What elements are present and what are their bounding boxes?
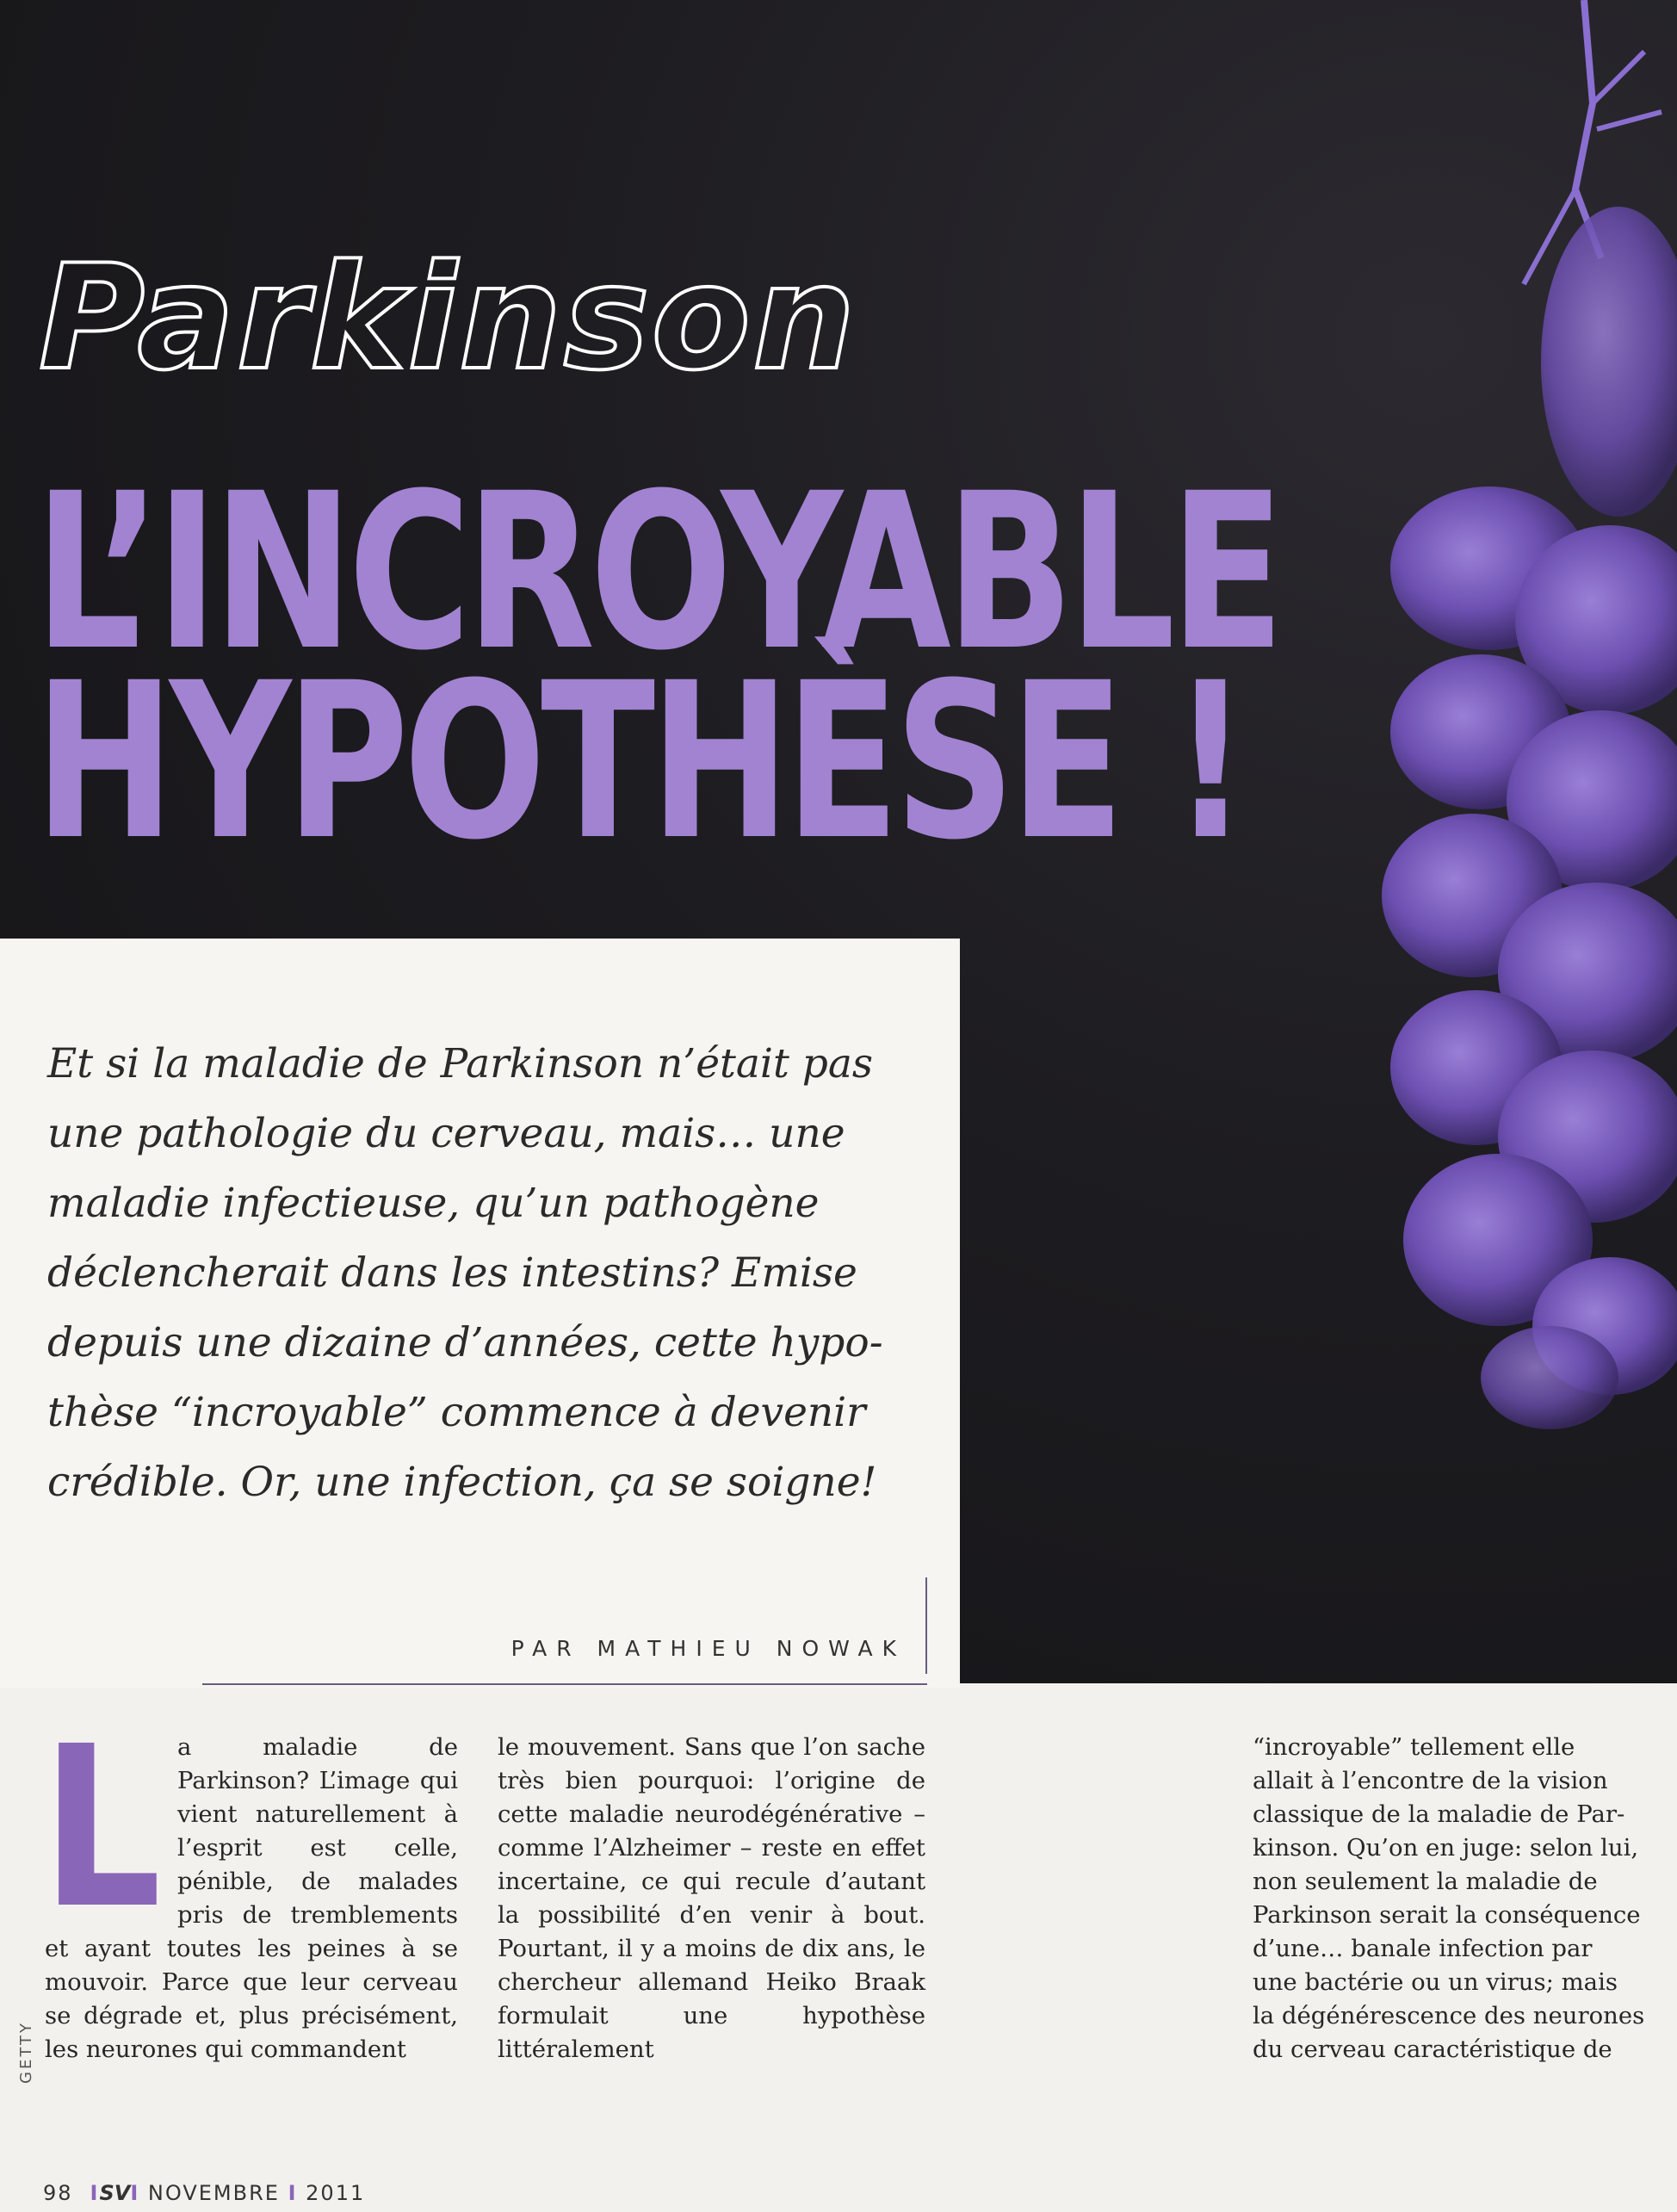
body-column-1-text: a maladie de Parkinson? L’image qui vient naturellement à l’esprit est celle, pénible, de malades pris de tremblements et ayant toutes les peines à se mouvoir. Parce que leur cerveau se dégrade et, plus précisément, les neurones qui commandent xyxy=(45,1733,458,2063)
title-parkinson: Parkinson xyxy=(39,233,857,402)
byline-rule-horizontal xyxy=(202,1683,927,1685)
page-number: 98 xyxy=(43,2181,73,2205)
body-column-1 xyxy=(41,1699,458,2066)
footer-separator: I xyxy=(81,2181,100,2205)
intestine-illustration xyxy=(1377,0,1677,1464)
body-column-3-line: du cerveau caractéristique de xyxy=(1253,2035,1612,2063)
body-column-3-line: kinson. Qu’on en juge: selon lui, xyxy=(1253,1834,1639,1862)
issue-year: 2011 xyxy=(306,2181,366,2205)
footer-separator: I xyxy=(288,2181,298,2205)
body-column-3 xyxy=(1253,1731,1677,2066)
dropcap: L xyxy=(41,1699,162,1957)
headline-line-2: HYPOTHÈSE ! xyxy=(34,636,1244,887)
magazine-name: SV xyxy=(99,2181,131,2205)
body-column-3-line: non seulement la maladie de xyxy=(1253,1868,1598,1895)
lede-text: Et si la maladie de Parkinson n’était pas une pathologie du cerveau, mais… une maladie infectieuse, qu’un pathogène déclencherait dans les intestins? Emise depuis une dizaine d’années, cette hypothèse “incroyable” commence à devenir crédible. Or, une infection, ça se soigne! xyxy=(47,1040,883,1506)
body-column-3-line: d’une… banale infection par xyxy=(1253,1935,1593,1962)
footer-separator: I xyxy=(130,2181,140,2205)
body-column-3-line: une bactérie ou un virus; mais xyxy=(1253,1968,1618,1996)
page-footer xyxy=(43,2181,365,2205)
body-column-3-line: “incroyable” tellement elle xyxy=(1253,1733,1575,1761)
byline-rule-vertical xyxy=(925,1577,927,1674)
byline: PAR MATHIEU NOWAK xyxy=(511,1636,906,1661)
issue-month: NOVEMBRE xyxy=(147,2181,280,2205)
body-column-3-line: classique de la maladie de Par- xyxy=(1253,1800,1625,1828)
body-column-2: le mouvement. Sans que l’on sache très bien pourquoi: l’origine de cette maladie neurodégénérative – comme l’Alzheimer – reste en effet incertaine, ce qui recule d’autant la possibilité d’en venir à bout. Pourtant, il y a moins de dix ans, le chercheur allemand Heiko Braak formulait une hypothèse littéralement xyxy=(498,1733,925,2063)
headline-line-1: L’INCROYABLE xyxy=(34,447,1279,697)
body-column-3-line: la dégénérescence des neurones xyxy=(1253,2002,1645,2029)
body-column-3-line: Parkinson serait la conséquence xyxy=(1253,1901,1641,1929)
photo-credit: GETTY xyxy=(17,2021,35,2084)
body-column-3-line: allait à l’encontre de la vision xyxy=(1253,1767,1608,1794)
